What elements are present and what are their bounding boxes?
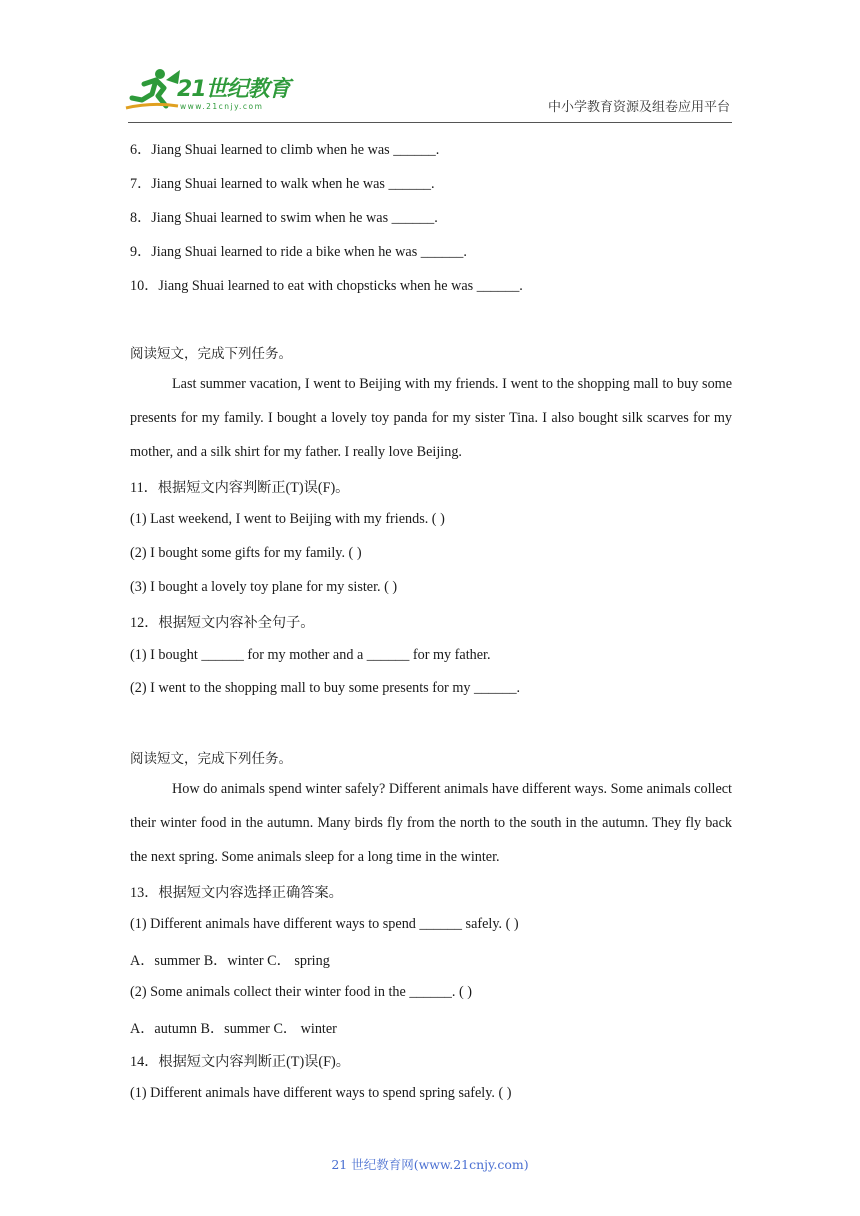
section-1-passage: Last summer vacation, I went to Beijing with my friends. I went to the shopping mall to buy some presents for my family. I bought a lovely toy panda for my sister Tina. I also bought silk scarves for my mother, and a silk shirt for my father. I really love Beijing. [130,376,732,460]
question-9: 9．Jiang Shuai learned to ride a bike when he was ______. [130,244,467,260]
question-13-item-2: (2) Some animals collect their winter food in the ______. ( ) [130,984,472,1000]
question-11-title: 11．根据短文内容判断正(T)误(F)。 [130,480,350,496]
question-13-title: 13．根据短文内容选择正确答案。 [130,885,343,901]
question-13-options-1: A．summer B．winter C． spring [130,953,330,969]
question-11-item-3: (3) I bought a lovely toy plane for my sister. ( ) [130,579,398,595]
question-8: 8．Jiang Shuai learned to swim when he was ______. [130,210,438,226]
question-14-title: 14．根据短文内容判断正(T)误(F)。 [130,1054,350,1070]
section-1-instruction: 阅读短文，完成下列任务。 [130,346,292,362]
question-14-item-1: (1) Different animals have different ways to spend spring safely. ( ) [130,1085,512,1101]
question-12-item-2: (2) I went to the shopping mall to buy some presents for my ______. [130,680,521,696]
runner-icon [122,66,182,116]
question-11-item-1: (1) Last weekend, I went to Beijing with my friends. ( ) [130,511,445,527]
page-footer: 21 世纪教育网(www.21cnjy.com) [331,1157,529,1172]
page-header [0,0,860,125]
question-7: 7．Jiang Shuai learned to walk when he was ______. [130,176,435,192]
section-2-instruction: 阅读短文，完成下列任务。 [130,751,292,767]
question-13-options-2: A．autumn B．summer C． winter [130,1021,337,1037]
question-11-item-2: (2) I bought some gifts for my family. ( ) [130,545,362,561]
question-12-title: 12．根据短文内容补全句子。 [130,615,315,631]
header-divider [128,122,732,123]
question-12-item-1: (1) I bought ______ for my mother and a ______ for my father. [130,647,491,663]
question-10: 10．Jiang Shuai learned to eat with chopsticks when he was ______. [130,278,523,294]
question-6: 6．Jiang Shuai learned to climb when he was ______. [130,142,440,158]
question-13-item-1: (1) Different animals have different ways to spend ______ safely. ( ) [130,916,519,932]
section-2-passage: How do animals spend winter safely? Different animals have different ways. Some animals collect their winter food in the autumn. Many birds fly from the north to the south in the autumn. They fly back the next spring. Some animals sleep for a long time in the winter. [130,781,732,865]
site-logo: 21世纪教育 www.21cnjy.com [122,66,292,116]
platform-title: 中小学教育资源及组卷应用平台 [547,100,730,115]
